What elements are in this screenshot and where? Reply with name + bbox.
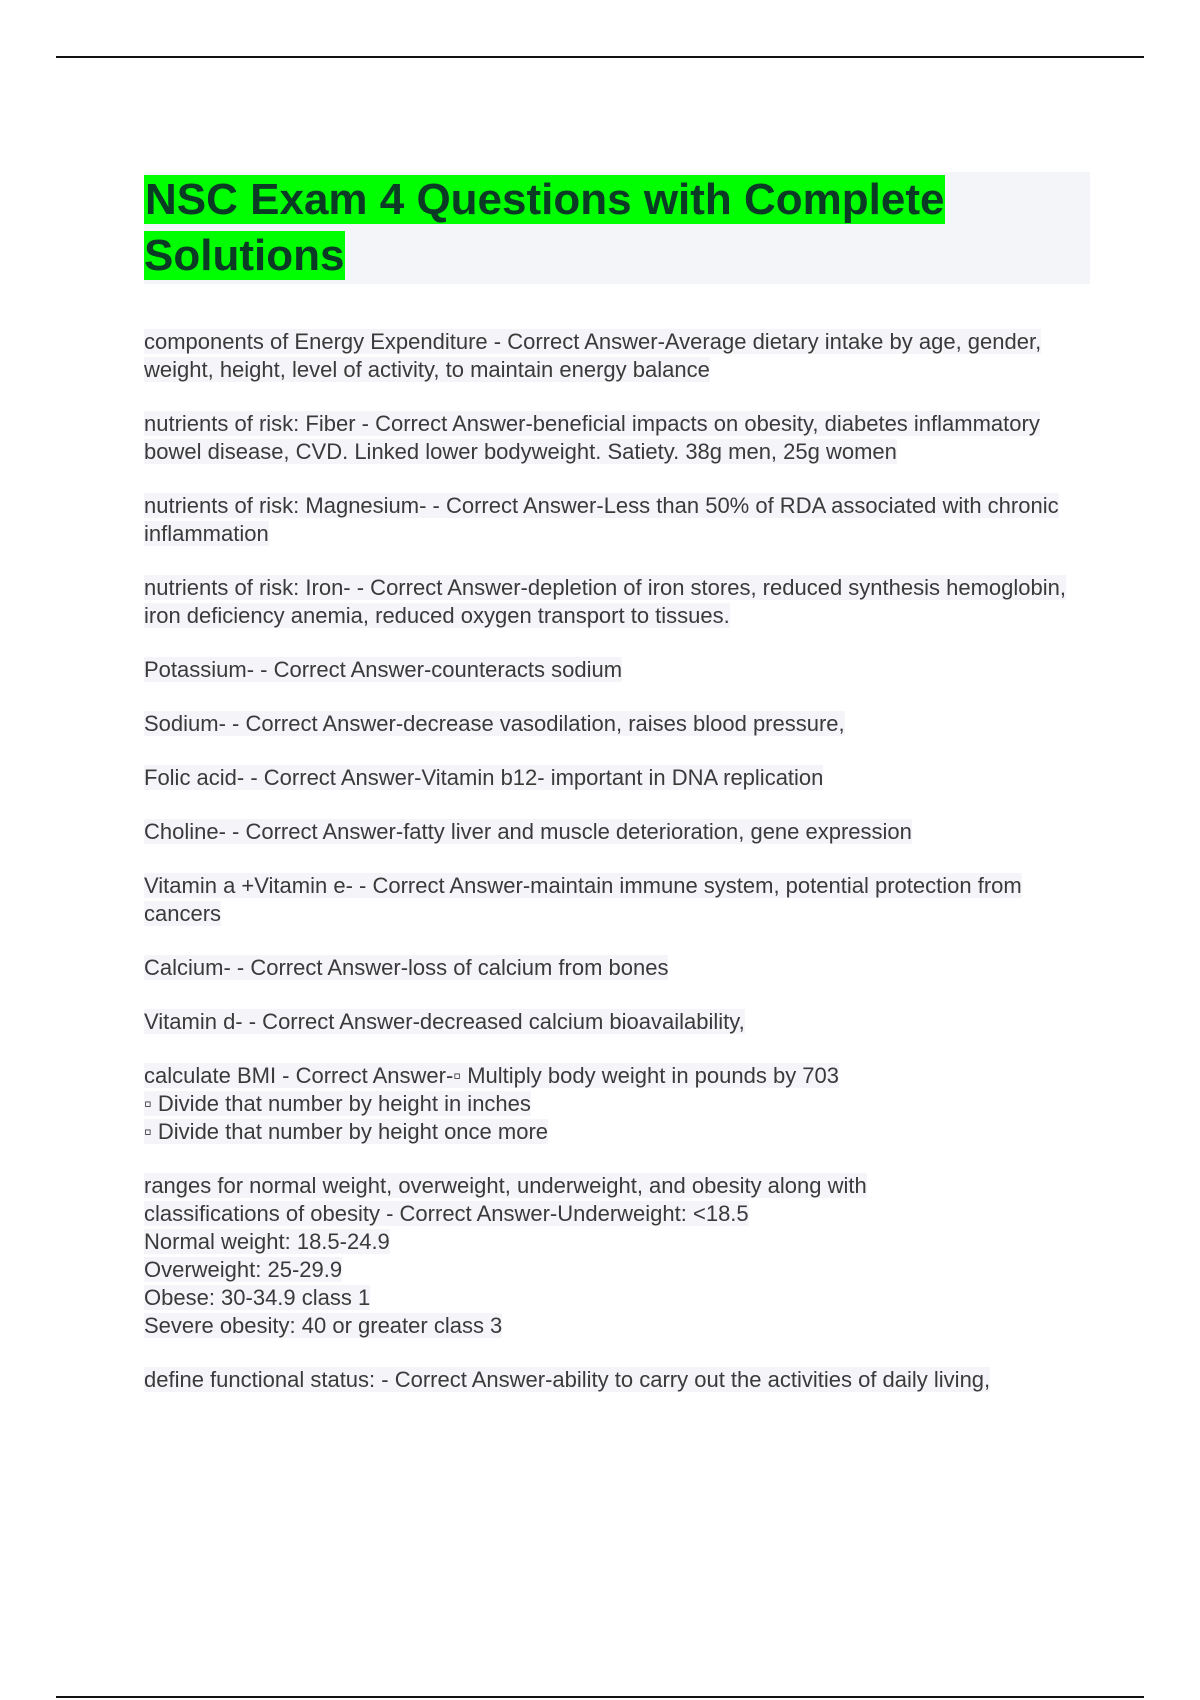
qa-entry (144, 656, 1094, 684)
qa-entry (144, 1366, 1094, 1394)
title-block (144, 172, 1090, 284)
qa-text: nutrients of risk: Fiber - Correct Answer-beneficial impacts on obesity, diabetes inflammatory bowel disease, CVD. Linked lower bodyweight. Satiety. 38g men, 25g women (144, 411, 1040, 464)
qa-list (144, 328, 1094, 1420)
qa-text: Folic acid- - Correct Answer-Vitamin b12- important in DNA replication (144, 765, 824, 790)
top-rule (56, 56, 1144, 58)
qa-entry (144, 710, 1094, 738)
bottom-rule (56, 1696, 1144, 1698)
qa-entry (144, 492, 1094, 548)
qa-text: define functional status: - Correct Answer-ability to carry out the activities of daily living, (144, 1367, 991, 1392)
qa-text: Sodium- - Correct Answer-decrease vasodilation, raises blood pressure, (144, 711, 845, 736)
qa-entry (144, 574, 1094, 630)
qa-text: Choline- - Correct Answer-fatty liver and muscle deterioration, gene expression (144, 819, 912, 844)
qa-entry (144, 1172, 1094, 1340)
qa-text: Calcium- - Correct Answer-loss of calcium from bones (144, 955, 669, 980)
qa-text: components of Energy Expenditure - Correct Answer-Average dietary intake by age, gender, weight, height, level of activity, to maintain energy balance (144, 329, 1042, 382)
qa-entry (144, 1062, 1094, 1146)
title-highlight: NSC Exam 4 Questions with Complete Solutions (144, 175, 945, 280)
qa-text: Vitamin a +Vitamin e- - Correct Answer-maintain immune system, potential protection from cancers (144, 873, 1022, 926)
qa-entry (144, 872, 1094, 928)
qa-text: Vitamin d- - Correct Answer-decreased calcium bioavailability, (144, 1009, 745, 1034)
document-title (144, 172, 1090, 284)
qa-text: nutrients of risk: Iron- - Correct Answer-depletion of iron stores, reduced synthesis hemoglobin, iron deficiency anemia, reduced oxygen transport to tissues. (144, 575, 1066, 628)
qa-entry (144, 954, 1094, 982)
qa-text: nutrients of risk: Magnesium- - Correct Answer-Less than 50% of RDA associated with chronic inflammation (144, 493, 1059, 546)
qa-entry (144, 764, 1094, 792)
qa-entry (144, 410, 1094, 466)
qa-entry (144, 328, 1094, 384)
qa-text: Potassium- - Correct Answer-counteracts sodium (144, 657, 623, 682)
qa-text: calculate BMI - Correct Answer-▫ Multiply body weight in pounds by 703 ▫ Divide that number by height in inches ▫ Divide that number by height once more (144, 1063, 840, 1144)
qa-text: ranges for normal weight, overweight, underweight, and obesity along with classifications of obesity - Correct Answer-Underweight: <18.5 Normal weight: 18.5-24.9 Overweight: 25-29.9 Obese: 30-34.9 class 1 Severe obesity: 40 or greater class 3 (144, 1173, 867, 1338)
qa-entry (144, 1008, 1094, 1036)
qa-entry (144, 818, 1094, 846)
